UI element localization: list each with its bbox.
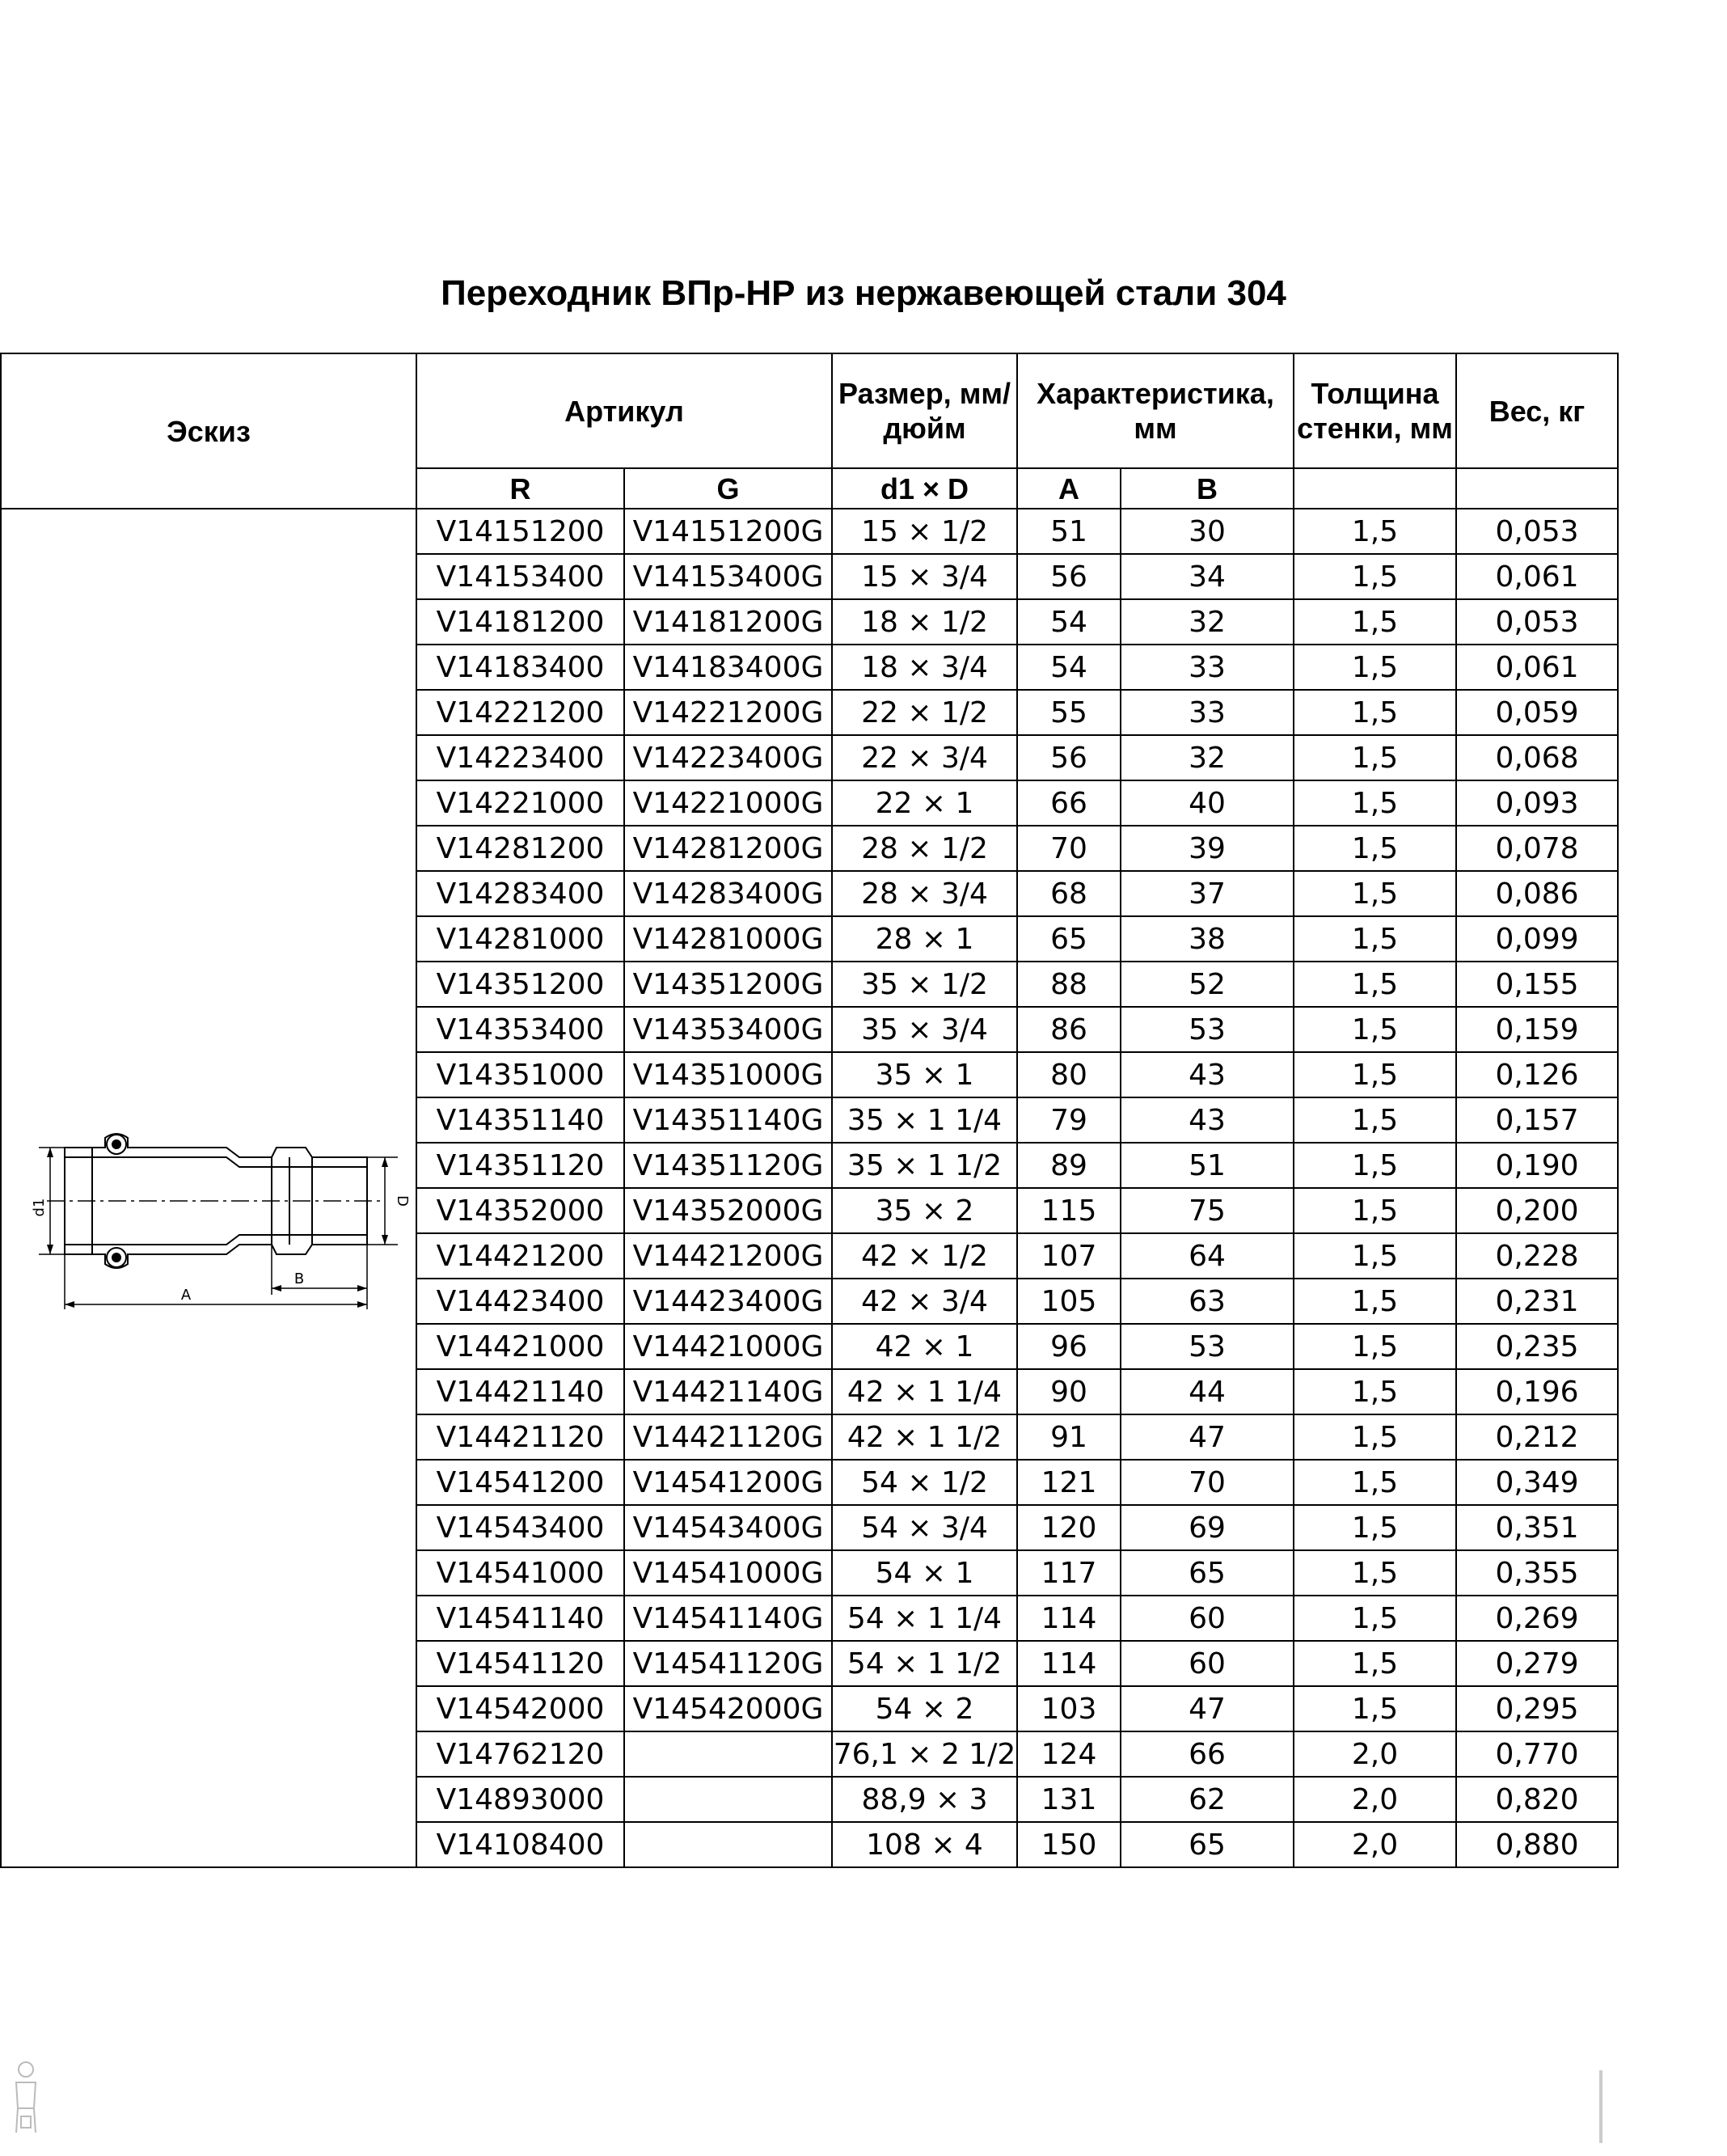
cell-weight: 0,099 [1456, 916, 1618, 962]
cell-b: 52 [1121, 962, 1294, 1007]
spec-table [0, 353, 1619, 1868]
cell-weight: 0,279 [1456, 1641, 1618, 1686]
cell-wall: 1,5 [1294, 871, 1456, 916]
header-characteristic: Характеристика, мм [1017, 353, 1294, 468]
cell-size: 28 × 1/2 [832, 826, 1017, 871]
subheader-b: B [1121, 468, 1294, 509]
cell-article-r: V14421200 [416, 1233, 624, 1279]
cell-weight: 0,770 [1456, 1731, 1618, 1777]
adapter-drawing [15, 1067, 411, 1309]
cell-size: 42 × 1 1/4 [832, 1369, 1017, 1414]
subheader-r: R [416, 468, 624, 509]
cell-article-r: V14352000 [416, 1188, 624, 1233]
cell-weight: 0,068 [1456, 735, 1618, 780]
cell-a: 120 [1017, 1505, 1121, 1550]
cell-a: 114 [1017, 1596, 1121, 1641]
cell-weight: 0,093 [1456, 780, 1618, 826]
cell-b: 43 [1121, 1052, 1294, 1097]
cell-wall: 1,5 [1294, 690, 1456, 735]
cell-b: 30 [1121, 509, 1294, 554]
cell-size: 18 × 3/4 [832, 645, 1017, 690]
subheader-size: d1 × D [832, 468, 1017, 509]
cell-b: 32 [1121, 735, 1294, 780]
cell-weight: 0,820 [1456, 1777, 1618, 1822]
cell-size: 35 × 1 [832, 1052, 1017, 1097]
cell-weight: 0,269 [1456, 1596, 1618, 1641]
subheader-a: A [1017, 468, 1121, 509]
table-body [1, 509, 1618, 1867]
cell-weight: 0,155 [1456, 962, 1618, 1007]
header-wall: Толщина стенки, мм [1294, 353, 1456, 468]
cell-a: 86 [1017, 1007, 1121, 1052]
cell-a: 107 [1017, 1233, 1121, 1279]
subheader-weight-empty [1456, 468, 1618, 509]
cell-article-r: V14541140 [416, 1596, 624, 1641]
cell-a: 103 [1017, 1686, 1121, 1731]
cell-a: 131 [1017, 1777, 1121, 1822]
cell-article-g: V14541200G [624, 1460, 832, 1505]
cell-a: 114 [1017, 1641, 1121, 1686]
cell-wall: 1,5 [1294, 1460, 1456, 1505]
cell-wall: 1,5 [1294, 554, 1456, 599]
cell-weight: 0,200 [1456, 1188, 1618, 1233]
cell-article-g: V14351200G [624, 962, 832, 1007]
cell-article-r: V14541200 [416, 1460, 624, 1505]
cell-weight: 0,349 [1456, 1460, 1618, 1505]
cell-size: 88,9 × 3 [832, 1777, 1017, 1822]
cell-size: 76,1 × 2 1/2 [832, 1731, 1017, 1777]
page-title: Переходник ВПр-НР из нержавеющей стали 304 [441, 273, 1286, 313]
drawing-label-D: D [394, 1195, 411, 1207]
table-row [1, 509, 1618, 554]
cell-article-r: V14283400 [416, 871, 624, 916]
cell-b: 75 [1121, 1188, 1294, 1233]
cell-a: 88 [1017, 962, 1121, 1007]
cell-b: 70 [1121, 1460, 1294, 1505]
cell-wall: 1,5 [1294, 1052, 1456, 1097]
cell-article-g: V14223400G [624, 735, 832, 780]
cell-article-r: V14223400 [416, 735, 624, 780]
cell-size: 42 × 1 [832, 1324, 1017, 1369]
cell-wall: 2,0 [1294, 1822, 1456, 1867]
cell-b: 69 [1121, 1505, 1294, 1550]
cell-size: 35 × 1 1/4 [832, 1097, 1017, 1143]
cell-a: 56 [1017, 554, 1121, 599]
cell-article-g: V14421140G [624, 1369, 832, 1414]
cell-b: 60 [1121, 1641, 1294, 1686]
cell-b: 39 [1121, 826, 1294, 871]
cell-article-g: V14283400G [624, 871, 832, 916]
cell-size: 22 × 1 [832, 780, 1017, 826]
cell-size: 22 × 3/4 [832, 735, 1017, 780]
cell-article-r: V14421000 [416, 1324, 624, 1369]
cell-weight: 0,351 [1456, 1505, 1618, 1550]
cell-article-r: V14893000 [416, 1777, 624, 1822]
cell-size: 54 × 3/4 [832, 1505, 1017, 1550]
cell-weight: 0,212 [1456, 1414, 1618, 1460]
cell-article-g: V14183400G [624, 645, 832, 690]
cell-weight: 0,078 [1456, 826, 1618, 871]
cell-size: 42 × 3/4 [832, 1279, 1017, 1324]
cell-wall: 1,5 [1294, 1369, 1456, 1414]
cell-article-r: V14351120 [416, 1143, 624, 1188]
sketch-cell [1, 509, 416, 1867]
cell-size: 35 × 2 [832, 1188, 1017, 1233]
cell-weight: 0,235 [1456, 1324, 1618, 1369]
cell-article-g [624, 1822, 832, 1867]
cell-weight: 0,053 [1456, 509, 1618, 554]
drawing-label-d1: d1 [31, 1198, 48, 1217]
cell-article-g: V14541140G [624, 1596, 832, 1641]
cell-a: 68 [1017, 871, 1121, 916]
cell-article-g: V14423400G [624, 1279, 832, 1324]
cell-a: 96 [1017, 1324, 1121, 1369]
cell-size: 35 × 3/4 [832, 1007, 1017, 1052]
cell-article-g: V14221200G [624, 690, 832, 735]
cell-article-g: V14351000G [624, 1052, 832, 1097]
cell-wall: 1,5 [1294, 1550, 1456, 1596]
cell-weight: 0,059 [1456, 690, 1618, 735]
cell-b: 53 [1121, 1324, 1294, 1369]
cell-size: 54 × 1 1/2 [832, 1641, 1017, 1686]
cell-wall: 1,5 [1294, 780, 1456, 826]
cell-size: 35 × 1 1/2 [832, 1143, 1017, 1188]
cell-article-r: V14181200 [416, 599, 624, 645]
cell-article-r: V14543400 [416, 1505, 624, 1550]
cell-wall: 1,5 [1294, 1414, 1456, 1460]
cell-wall: 1,5 [1294, 735, 1456, 780]
cell-wall: 2,0 [1294, 1777, 1456, 1822]
cell-wall: 1,5 [1294, 1596, 1456, 1641]
cell-wall: 1,5 [1294, 1188, 1456, 1233]
cell-wall: 1,5 [1294, 1007, 1456, 1052]
cell-article-r: V14221000 [416, 780, 624, 826]
cell-size: 42 × 1/2 [832, 1233, 1017, 1279]
cell-b: 32 [1121, 599, 1294, 645]
cell-weight: 0,086 [1456, 871, 1618, 916]
header-size: Размер, мм/дюйм [832, 353, 1017, 468]
cell-weight: 0,159 [1456, 1007, 1618, 1052]
cell-article-g: V14281200G [624, 826, 832, 871]
cell-size: 28 × 1 [832, 916, 1017, 962]
cell-size: 15 × 3/4 [832, 554, 1017, 599]
cell-article-r: V14351200 [416, 962, 624, 1007]
cell-article-r: V14351000 [416, 1052, 624, 1097]
cell-b: 63 [1121, 1279, 1294, 1324]
cell-b: 38 [1121, 916, 1294, 962]
cell-wall: 1,5 [1294, 1324, 1456, 1369]
cell-weight: 0,228 [1456, 1233, 1618, 1279]
cell-wall: 1,5 [1294, 1143, 1456, 1188]
cell-wall: 1,5 [1294, 1505, 1456, 1550]
cell-article-g: V14181200G [624, 599, 832, 645]
drawing-label-A: A [180, 1287, 192, 1304]
cell-article-r: V14151200 [416, 509, 624, 554]
cell-article-r: V14762120 [416, 1731, 624, 1777]
cell-article-g: V14541000G [624, 1550, 832, 1596]
cell-b: 62 [1121, 1777, 1294, 1822]
cell-weight: 0,355 [1456, 1550, 1618, 1596]
cell-article-g: V14421120G [624, 1414, 832, 1460]
cell-article-g: V14421200G [624, 1233, 832, 1279]
cell-wall: 1,5 [1294, 916, 1456, 962]
cell-wall: 1,5 [1294, 1686, 1456, 1731]
cell-a: 54 [1017, 645, 1121, 690]
cell-size: 108 × 4 [832, 1822, 1017, 1867]
cell-size: 22 × 1/2 [832, 690, 1017, 735]
cell-article-r: V14108400 [416, 1822, 624, 1867]
cell-article-r: V14353400 [416, 1007, 624, 1052]
cell-a: 117 [1017, 1550, 1121, 1596]
cell-weight: 0,053 [1456, 599, 1618, 645]
cell-a: 150 [1017, 1822, 1121, 1867]
cell-size: 28 × 3/4 [832, 871, 1017, 916]
header-sketch: Эскиз [1, 353, 416, 509]
drawing-label-B: B [293, 1270, 305, 1287]
cell-weight: 0,126 [1456, 1052, 1618, 1097]
cell-b: 51 [1121, 1143, 1294, 1188]
cell-a: 51 [1017, 509, 1121, 554]
cell-weight: 0,196 [1456, 1369, 1618, 1414]
cell-article-g: V14153400G [624, 554, 832, 599]
cell-weight: 0,061 [1456, 554, 1618, 599]
cell-b: 33 [1121, 690, 1294, 735]
cell-size: 42 × 1 1/2 [832, 1414, 1017, 1460]
cell-a: 55 [1017, 690, 1121, 735]
cell-a: 90 [1017, 1369, 1121, 1414]
plumber-logo-icon [10, 2058, 42, 2139]
cell-article-r: V14541000 [416, 1550, 624, 1596]
cell-b: 34 [1121, 554, 1294, 599]
cell-article-g: V14421000G [624, 1324, 832, 1369]
cell-wall: 1,5 [1294, 962, 1456, 1007]
cell-weight: 0,880 [1456, 1822, 1618, 1867]
cell-size: 35 × 1/2 [832, 962, 1017, 1007]
cell-article-r: V14421120 [416, 1414, 624, 1460]
cell-b: 60 [1121, 1596, 1294, 1641]
cell-article-g: V14151200G [624, 509, 832, 554]
cell-a: 121 [1017, 1460, 1121, 1505]
cell-b: 37 [1121, 871, 1294, 916]
cell-a: 66 [1017, 780, 1121, 826]
cell-weight: 0,061 [1456, 645, 1618, 690]
cell-article-g: V14541120G [624, 1641, 832, 1686]
cell-a: 54 [1017, 599, 1121, 645]
cell-wall: 1,5 [1294, 826, 1456, 871]
cell-b: 53 [1121, 1007, 1294, 1052]
cell-size: 54 × 1 [832, 1550, 1017, 1596]
cell-article-r: V14423400 [416, 1279, 624, 1324]
cell-article-r: V14221200 [416, 690, 624, 735]
cell-article-r: V14153400 [416, 554, 624, 599]
cell-size: 54 × 2 [832, 1686, 1017, 1731]
subheader-wall-empty [1294, 468, 1456, 509]
header-row [1, 353, 1618, 468]
header-article: Артикул [416, 353, 832, 468]
cell-article-r: V14421140 [416, 1369, 624, 1414]
cell-b: 66 [1121, 1731, 1294, 1777]
cell-article-r: V14541120 [416, 1641, 624, 1686]
cell-article-g: V14353400G [624, 1007, 832, 1052]
cell-article-r: V14542000 [416, 1686, 624, 1731]
cell-size: 54 × 1/2 [832, 1460, 1017, 1505]
cell-b: 40 [1121, 780, 1294, 826]
cell-article-g: V14281000G [624, 916, 832, 962]
cell-article-g [624, 1777, 832, 1822]
cell-a: 91 [1017, 1414, 1121, 1460]
cell-article-g: V14351120G [624, 1143, 832, 1188]
cell-b: 65 [1121, 1550, 1294, 1596]
cell-size: 54 × 1 1/4 [832, 1596, 1017, 1641]
cell-b: 44 [1121, 1369, 1294, 1414]
cell-article-g: V14543400G [624, 1505, 832, 1550]
cell-a: 89 [1017, 1143, 1121, 1188]
vertical-watermark-mark [1594, 2070, 1607, 2143]
cell-a: 79 [1017, 1097, 1121, 1143]
cell-b: 64 [1121, 1233, 1294, 1279]
cell-weight: 0,295 [1456, 1686, 1618, 1731]
cell-size: 15 × 1/2 [832, 509, 1017, 554]
cell-a: 70 [1017, 826, 1121, 871]
cell-b: 33 [1121, 645, 1294, 690]
cell-b: 47 [1121, 1414, 1294, 1460]
cell-a: 105 [1017, 1279, 1121, 1324]
cell-wall: 1,5 [1294, 599, 1456, 645]
cell-wall: 1,5 [1294, 1641, 1456, 1686]
header-weight: Вес, кг [1456, 353, 1618, 468]
cell-article-r: V14281200 [416, 826, 624, 871]
cell-wall: 1,5 [1294, 1233, 1456, 1279]
cell-weight: 0,231 [1456, 1279, 1618, 1324]
cell-weight: 0,157 [1456, 1097, 1618, 1143]
cell-a: 124 [1017, 1731, 1121, 1777]
cell-a: 65 [1017, 916, 1121, 962]
cell-a: 56 [1017, 735, 1121, 780]
cell-a: 80 [1017, 1052, 1121, 1097]
cell-wall: 1,5 [1294, 645, 1456, 690]
cell-article-g: V14351140G [624, 1097, 832, 1143]
cell-wall: 2,0 [1294, 1731, 1456, 1777]
cell-b: 47 [1121, 1686, 1294, 1731]
subheader-g: G [624, 468, 832, 509]
cell-article-g: V14352000G [624, 1188, 832, 1233]
cell-article-g: V14542000G [624, 1686, 832, 1731]
cell-a: 115 [1017, 1188, 1121, 1233]
cell-b: 65 [1121, 1822, 1294, 1867]
cell-wall: 1,5 [1294, 1097, 1456, 1143]
cell-article-g [624, 1731, 832, 1777]
cell-article-r: V14281000 [416, 916, 624, 962]
cell-article-g: V14221000G [624, 780, 832, 826]
cell-wall: 1,5 [1294, 509, 1456, 554]
cell-size: 18 × 1/2 [832, 599, 1017, 645]
cell-weight: 0,190 [1456, 1143, 1618, 1188]
cell-article-r: V14183400 [416, 645, 624, 690]
cell-b: 43 [1121, 1097, 1294, 1143]
cell-wall: 1,5 [1294, 1279, 1456, 1324]
cell-article-r: V14351140 [416, 1097, 624, 1143]
